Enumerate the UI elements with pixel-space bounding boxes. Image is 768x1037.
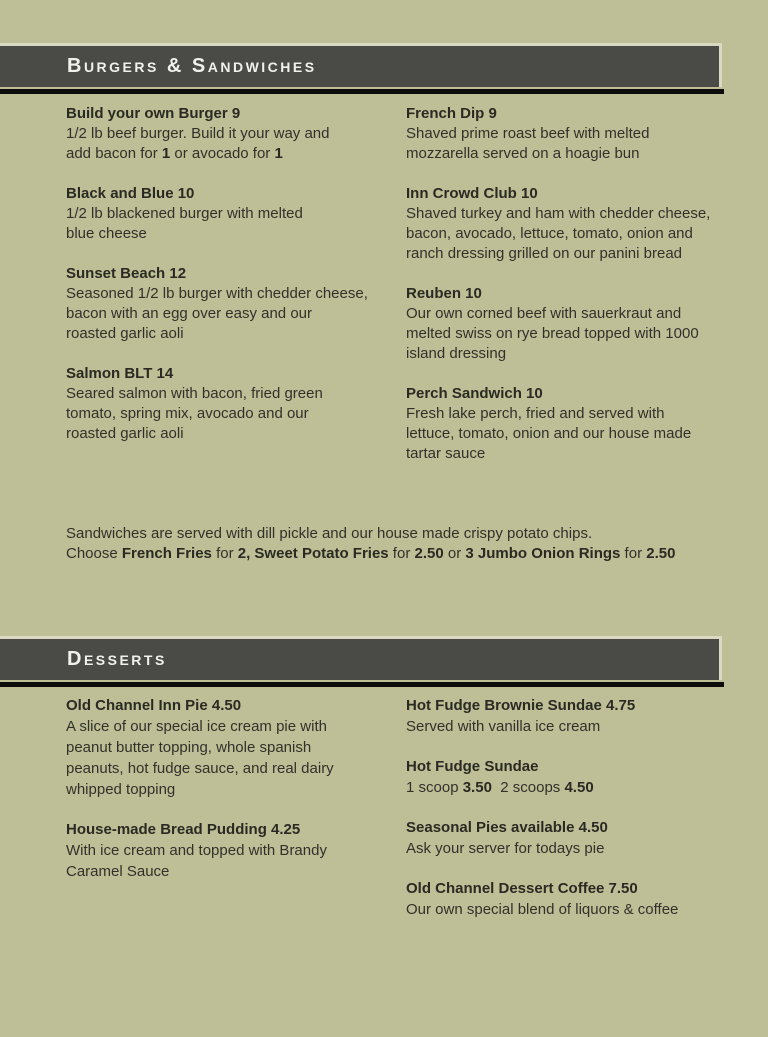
menu-item-name: Black and Blue 10 <box>66 185 195 202</box>
menu-item-description-line: 1/2 lb beef burger. Build it your way and <box>66 125 330 142</box>
menu-item-description-line: Our own corned beef with sauerkraut and <box>406 305 682 322</box>
menu-item <box>66 695 406 800</box>
menu-item-description-line: ranch dressing grilled on our panini bread <box>406 245 683 262</box>
menu-item <box>66 184 406 244</box>
menu-item <box>406 878 728 920</box>
menu-item-name: Inn Crowd Club 10 <box>406 185 538 202</box>
menu-item-description-line: bacon with an egg over easy and our <box>66 305 312 322</box>
menu-item-description-line: Caramel Sauce <box>66 863 170 880</box>
menu-item <box>406 695 728 737</box>
section-notes <box>66 524 728 564</box>
menu-item-description-line: Served with vanilla ice cream <box>406 718 601 735</box>
section-body <box>0 94 768 484</box>
menu-column-right <box>406 695 728 939</box>
menu-item-name: House-made Bread Pudding 4.25 <box>66 821 301 838</box>
menu-item-description-line: Our own special blend of liquors & coffee <box>406 901 679 918</box>
menu-item <box>406 384 728 464</box>
menu-item-description-line: lettuce, tomato, onion and our house made <box>406 425 692 442</box>
menu-item <box>406 817 728 859</box>
menu-item-description-line: island dressing <box>406 345 507 362</box>
menu-item-name: Hot Fudge Brownie Sundae 4.75 <box>406 697 636 714</box>
menu-item-description-line: melted swiss on rye bread topped with 1000 <box>406 325 699 342</box>
menu-item-description-line: peanut butter topping, whole spanish <box>66 739 312 756</box>
section-title: Desserts <box>67 648 167 670</box>
menu-item <box>66 104 406 164</box>
menu-item-name: Seasonal Pies available 4.50 <box>406 819 608 836</box>
menu-item-name: Perch Sandwich 10 <box>406 385 543 402</box>
section-desserts <box>0 636 768 939</box>
menu-item-description-line: Fresh lake perch, fried and served with <box>406 405 665 422</box>
menu-item-description-line: add bacon for 1 or avocado for 1 <box>66 145 283 162</box>
menu-item <box>406 756 728 798</box>
menu-item-description-line: Shaved prime roast beef with melted <box>406 125 650 142</box>
menu-column-left <box>66 695 406 939</box>
menu-item <box>66 364 406 444</box>
menu-item-description-line: bacon, avocado, lettuce, tomato, onion and <box>406 225 693 242</box>
menu-item <box>406 184 728 264</box>
menu-item-name: Old Channel Dessert Coffee 7.50 <box>406 880 638 897</box>
menu-column-left <box>66 104 406 484</box>
menu-item-name: Reuben 10 <box>406 285 482 302</box>
menu-item <box>406 284 728 364</box>
menu-item <box>406 104 728 164</box>
section-header <box>0 636 768 687</box>
section-note-line: Choose French Fries for 2, Sweet Potato Fries for 2.50 or 3 Jumbo Onion Rings for 2.50 <box>66 545 676 562</box>
section-header <box>0 43 768 94</box>
menu-item-description-line: 1 scoop 3.50 2 scoops 4.50 <box>406 779 594 796</box>
menu-item-description-line: Shaved turkey and ham with chedder cheese, <box>406 205 711 222</box>
menu-item-name: Hot Fudge Sundae <box>406 758 539 775</box>
menu-item-description-line: mozzarella served on a hoagie bun <box>406 145 640 162</box>
menu-item-description-line: Seared salmon with bacon, fried green <box>66 385 323 402</box>
menu-item-name: Build your own Burger 9 <box>66 105 241 122</box>
menu-item-description-line: peanuts, hot fudge sauce, and real dairy <box>66 760 334 777</box>
menu-column-right <box>406 104 728 484</box>
menu-item-name: French Dip 9 <box>406 105 497 122</box>
section-header-bar <box>0 43 722 87</box>
menu-item-description-line: blue cheese <box>66 225 147 242</box>
menu-item-description-line: Ask your server for todays pie <box>406 840 605 857</box>
menu-item-description-line: With ice cream and topped with Brandy <box>66 842 327 859</box>
section-body <box>0 687 768 939</box>
menu-item-description-line: 1/2 lb blackened burger with melted <box>66 205 303 222</box>
menu-item <box>66 819 406 882</box>
menu-item-description-line: Seasoned 1/2 lb burger with chedder cheese, <box>66 285 368 302</box>
menu-item-name: Old Channel Inn Pie 4.50 <box>66 697 242 714</box>
menu-item-description-line: tomato, spring mix, avocado and our <box>66 405 309 422</box>
menu-item <box>66 264 406 344</box>
section-burgers <box>0 43 768 564</box>
section-header-bar <box>0 636 722 680</box>
menu-item-name: Salmon BLT 14 <box>66 365 174 382</box>
menu-item-description-line: roasted garlic aoli <box>66 325 184 342</box>
section-note-line: Sandwiches are served with dill pickle and our house made crispy potato chips. <box>66 525 593 542</box>
menu-page <box>0 43 768 1037</box>
menu-item-name: Sunset Beach 12 <box>66 265 187 282</box>
menu-item-description-line: roasted garlic aoli <box>66 425 184 442</box>
section-title: Burgers & Sandwiches <box>67 55 317 77</box>
menu-item-description-line: A slice of our special ice cream pie with <box>66 718 327 735</box>
menu-item-description-line: whipped topping <box>66 781 176 798</box>
menu-item-description-line: tartar sauce <box>406 445 486 462</box>
